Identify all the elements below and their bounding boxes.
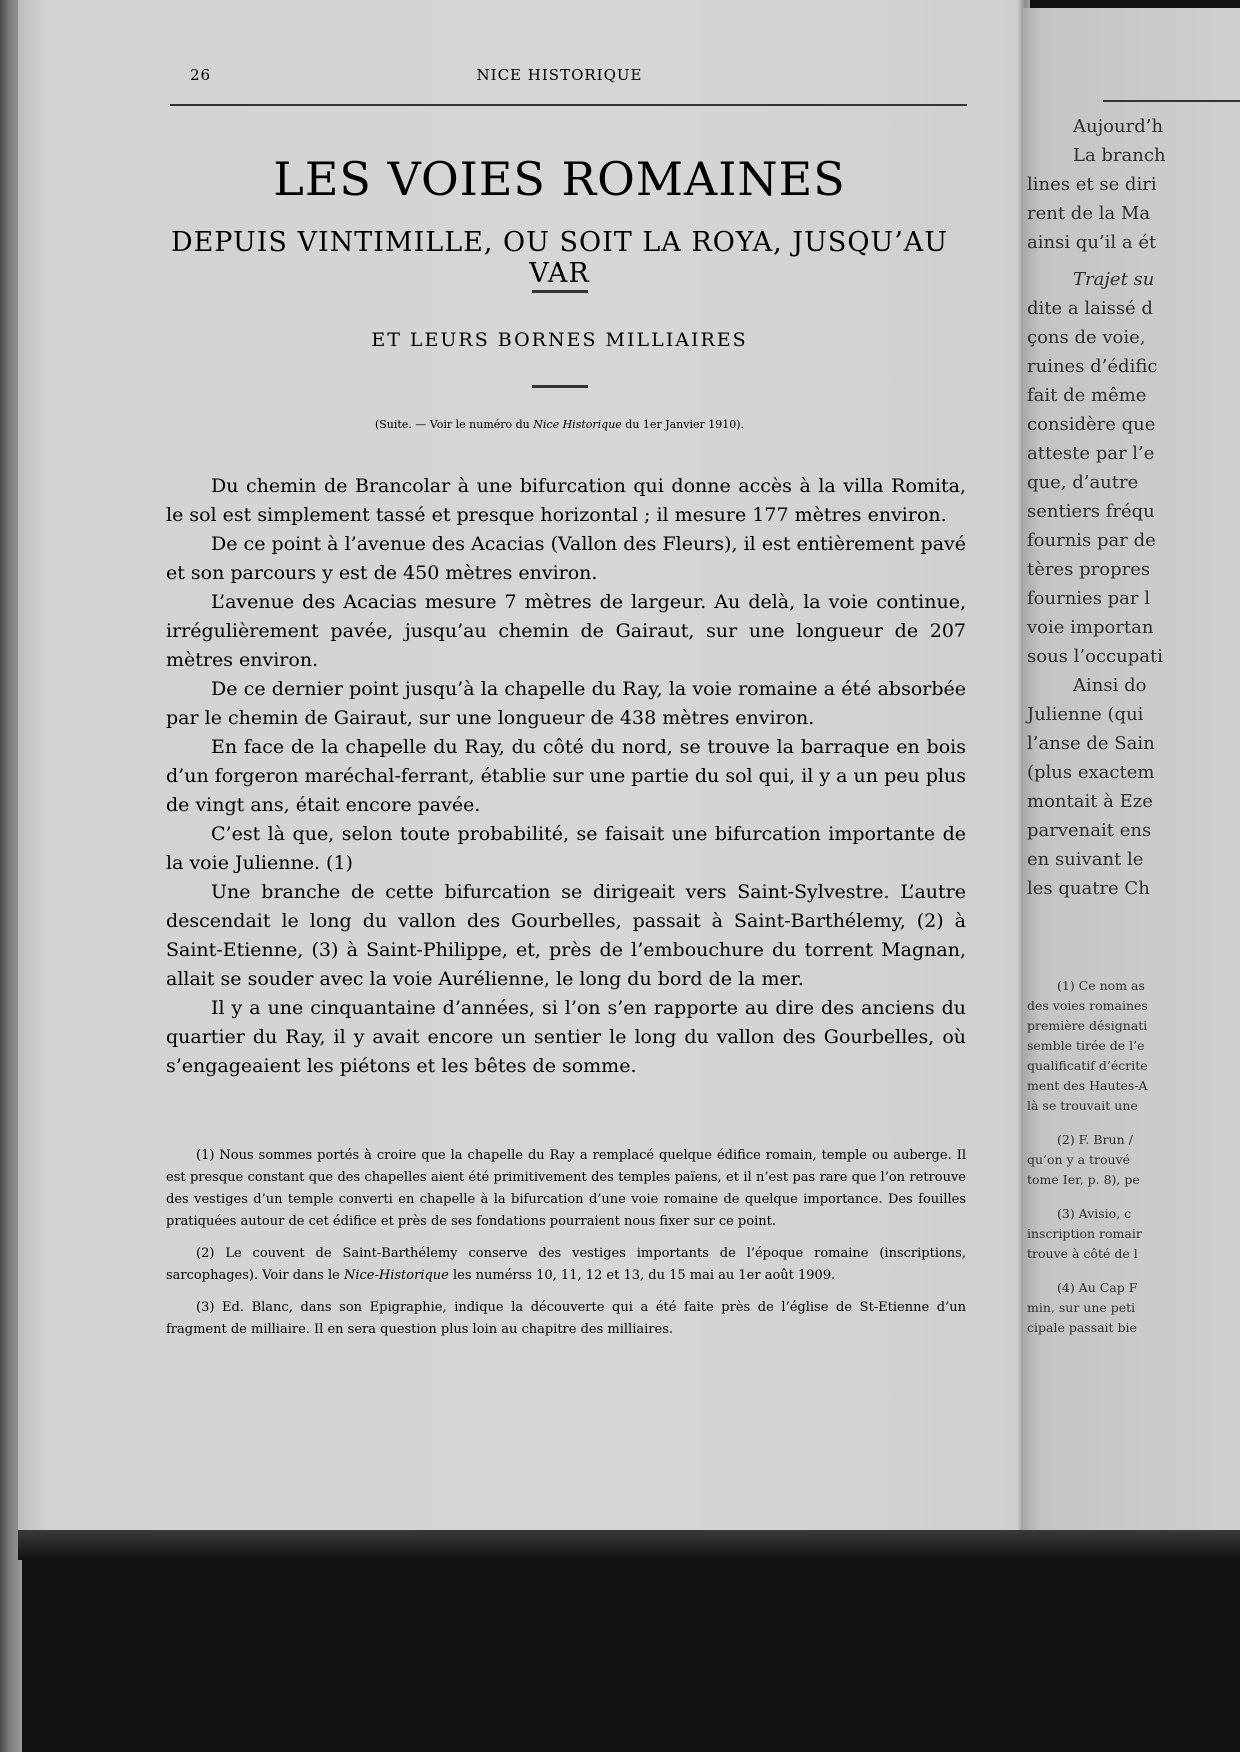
facing-line: montait à Eze <box>1027 791 1153 812</box>
facing-line: parvenait ens <box>1027 820 1152 841</box>
running-header <box>152 66 967 94</box>
facing-line: (plus exactem <box>1027 762 1155 783</box>
header-rule <box>170 104 967 106</box>
facing-note-line: qu’on y a trouvé <box>1027 1152 1131 1167</box>
facing-header-rule <box>1103 100 1240 102</box>
footnote-1: (1) Nous sommes portés à croire que la chapelle du Ray a remplacé quelque édifice romain, temple ou auberge. Il est presque constant que des chapelles aient été primitivement des temples païens, et il n’est pas rare que l’on retrouve des vestiges d’un temple converti en chapelle à la bifurcation d’une voie romaine de quelque importance. Des fouilles pratiquées autour de cet édifice et près de ses fondations pourraient nous fixer sur ce point. <box>166 1148 966 1229</box>
footnote-2-journal: Nice-Historique <box>343 1268 449 1283</box>
facing-line: ainsi qu’il a ét <box>1027 232 1157 253</box>
paragraph: En face de la chapelle du Ray, du côté du nord, se trouve la barraque en bois d’un forgeron maréchal-ferrant, établie sur une partie du sol qui, il y a un peu plus de vingt ans, était encore pavée. <box>166 736 966 816</box>
continuation-note <box>152 418 967 431</box>
facing-line: les quatre Ch <box>1027 878 1150 899</box>
facing-note-line: semble tirée de l’e <box>1027 1038 1145 1053</box>
facing-line: considère que <box>1027 414 1156 435</box>
facing-line: dite a laissé d <box>1027 298 1153 319</box>
note-spacer <box>1027 1116 1148 1130</box>
facing-line: rent de la Ma <box>1027 203 1151 224</box>
facing-line: fournis par de <box>1027 530 1156 551</box>
paragraph: De ce dernier point jusqu’à la chapelle du Ray, la voie romaine a été absorbée par le chemin de Gairaut, sur une longueur de 438 mètres environ. <box>166 678 966 729</box>
facing-note-line: inscription romair <box>1027 1226 1142 1241</box>
facing-note-line: là se trouvait une <box>1027 1098 1138 1113</box>
footnote-2 <box>166 1243 966 1287</box>
facing-note-line: (4) Au Cap F <box>1057 1280 1138 1295</box>
facing-note-line: cipale passait bie <box>1027 1320 1137 1335</box>
facing-line: lines et se diri <box>1027 174 1157 195</box>
facing-note-line: (1) Ce nom as <box>1057 978 1145 993</box>
facing-note-line: première désignati <box>1027 1018 1148 1033</box>
facing-text <box>1027 112 1166 903</box>
paragraph: De ce point à l’avenue des Acacias (Vallon des Fleurs), il est entièrement pavé et son parcours y est de 450 mètres environ. <box>166 533 966 584</box>
journal-name: NICE HISTORIQUE <box>476 66 643 84</box>
facing-note-line: min, sur une peti <box>1027 1300 1136 1315</box>
facing-note-line: tome Ier, p. 8), pe <box>1027 1172 1140 1187</box>
facing-note-line: ment des Hautes-A <box>1027 1078 1148 1093</box>
facing-line: l’anse de Sain <box>1027 733 1155 754</box>
facing-line: çons de voie, <box>1027 327 1146 348</box>
footnote-2-before: (2) Le couvent de Saint-Barthélemy conserve des vestiges importants de l’époque romaine (inscriptions, sarcophages). Voir dans le <box>166 1246 966 1283</box>
facing-note-line: trouve à côté de l <box>1027 1246 1138 1261</box>
facing-footnotes <box>1027 976 1148 1338</box>
paragraph: Une branche de cette bifurcation se dirigeait vers Saint-Sylvestre. L’autre descendait le long du vallon des Gourbelles, passait à Saint-Barthélemy, (2) à Saint-Etienne, (3) à Saint-Philippe, et, près de l’embouchure du torrent Magnan, allait se souder avec la voie Aurélienne, le long du bord de la mer. <box>166 881 966 990</box>
facing-line: Trajet su <box>1073 269 1155 290</box>
section-heading: ET LEURS BORNES MILLIAIRES <box>371 329 748 351</box>
facing-line: La branch <box>1073 145 1166 166</box>
facing-line: voie importan <box>1027 617 1154 638</box>
facing-line: Julienne (qui <box>1027 704 1144 725</box>
facing-line: Aujourd’h <box>1073 116 1164 137</box>
facing-line: atteste par l’e <box>1027 443 1155 464</box>
facing-line: que, d’autre <box>1027 472 1139 493</box>
facing-note-line: des voies romaines <box>1027 998 1148 1013</box>
paragraph: Du chemin de Brancolar à une bifurcation qui donne accès à la villa Romita, le sol est simplement tassé et presque horizontal ; il mesure 177 mètres environ. <box>166 475 966 526</box>
article-body <box>166 472 966 1081</box>
section-divider <box>532 385 588 388</box>
facing-note-line: (3) Avisio, c <box>1057 1206 1132 1221</box>
article-title: LES VOIES ROMAINES <box>273 152 846 206</box>
page-number: 26 <box>190 66 212 84</box>
page-bottom-shadow <box>18 1530 1240 1560</box>
facing-page <box>1023 8 1240 1538</box>
note-spacer <box>1027 1264 1148 1278</box>
paragraph: L’avenue des Acacias mesure 7 mètres de largeur. Au delà, la voie continue, irrégulièrement pavée, jusqu’au chemin de Gairaut, sur une longueur de 207 mètres environ. <box>166 591 966 671</box>
continuation-note-after: du 1er Janvier 1910). <box>621 418 745 431</box>
facing-line: fait de même <box>1027 385 1147 406</box>
footnote-2-after: les numérss 10, 11, 12 et 13, du 15 mai au 1er août 1909. <box>448 1268 836 1283</box>
facing-line: Ainsi do <box>1073 675 1147 696</box>
facing-line: ruines d’édific <box>1027 356 1158 377</box>
article-subtitle: DEPUIS VINTIMILLE, OU SOIT LA ROYA, JUSQU’AU VAR <box>170 227 949 289</box>
facing-line: sous l’occupati <box>1027 646 1163 667</box>
footnotes <box>166 1145 966 1351</box>
footnote-3: (3) Ed. Blanc, dans son Epigraphie, indique la découverte qui a été faite près de l’église de St-Etienne d’un fragment de milliaire. Il en sera question plus loin au chapitre des milliaires. <box>166 1300 966 1337</box>
continuation-note-before: (Suite. — Voir le numéro du <box>374 418 534 431</box>
facing-line: sentiers fréqu <box>1027 501 1155 522</box>
note-spacer <box>1027 1190 1148 1204</box>
facing-line: fournies par l <box>1027 588 1150 609</box>
continuation-note-journal: Nice Historique <box>533 418 622 431</box>
paragraph: C’est là que, selon toute probabilité, se faisait une bifurcation importante de la voie Julienne. (1) <box>166 823 966 874</box>
facing-line: en suivant le <box>1027 849 1144 870</box>
facing-note-line: (2) F. Brun / <box>1057 1132 1133 1147</box>
facing-line: tères propres <box>1027 559 1151 580</box>
facing-note-line: qualificatif d’écrite <box>1027 1058 1148 1073</box>
paragraph: Il y a une cinquantaine d’années, si l’on s’en rapporte au dire des anciens du quartier du Ray, il y avait encore un sentier le long du vallon des Gourbelles, où s’engageaient les piétons et les bêtes de somme. <box>166 997 966 1077</box>
title-divider <box>532 290 588 293</box>
